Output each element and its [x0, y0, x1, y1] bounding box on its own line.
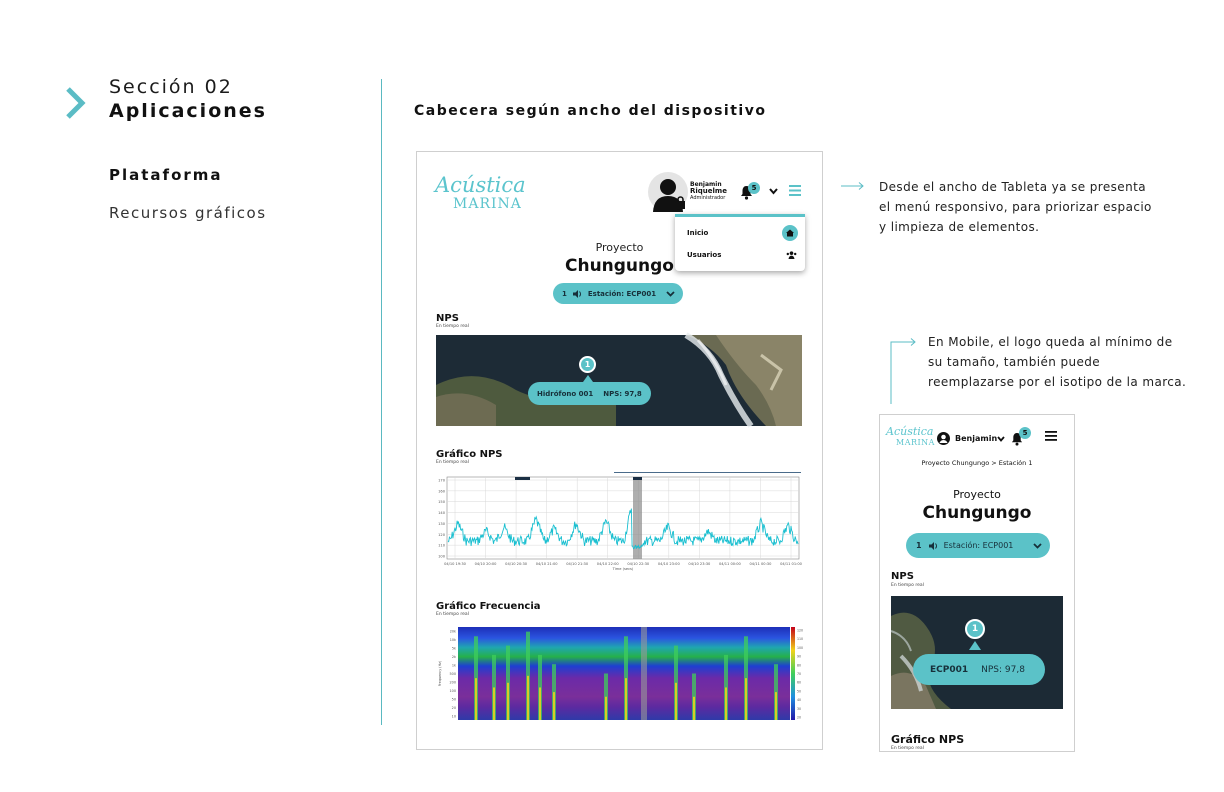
- spectrogram-burst-core: [493, 687, 495, 720]
- spectrogram-burst-core: [539, 687, 541, 720]
- nps-value: NPS: 97,8: [981, 664, 1025, 675]
- spectrogram: [436, 623, 802, 725]
- y-tick-label: 150: [438, 500, 445, 505]
- x-axis-label: Time (secs): [612, 567, 634, 571]
- colorbar-tick-label: 30: [797, 706, 802, 711]
- nps-line-chart: [436, 473, 802, 573]
- map-pin[interactable]: 1: [965, 619, 985, 639]
- project-name: Chungungo: [564, 256, 674, 276]
- x-tick-label: 04/11 00:00: [718, 562, 741, 566]
- x-tick-label: 04/10 23:30: [688, 562, 711, 566]
- nps-chart-title: Gráfico NPS: [891, 733, 965, 746]
- mobile-mockup: [879, 414, 1075, 752]
- x-tick-label: 04/11 00:30: [749, 562, 772, 566]
- y-tick-label: 20: [451, 706, 456, 710]
- menu-item-label: Usuarios: [687, 251, 722, 259]
- mobile-note: En Mobile, el logo queda al mínimo de su tamaño, también puede reemplazarse por el isotipo de la marca.: [928, 335, 1187, 389]
- spectrogram-burst-core: [775, 692, 777, 720]
- station-name: ECP001: [930, 664, 969, 675]
- spectrogram-burst-core: [675, 683, 677, 720]
- chevron-down-icon[interactable]: [997, 436, 1005, 442]
- x-tick-label: 04/10 20:00: [474, 562, 497, 566]
- section-divider: [381, 79, 382, 725]
- station-label: Estación: ECP001: [943, 541, 1014, 550]
- spectrogram-burst-core: [605, 697, 607, 720]
- y-tick-label: 1k: [451, 663, 456, 668]
- tablet-mockup: [416, 151, 823, 750]
- menu-item-label: Inicio: [687, 229, 709, 237]
- project-name: Chungungo: [922, 503, 1032, 523]
- speaker-icon: [573, 290, 583, 298]
- station-count: 1: [562, 289, 567, 298]
- highlight-band: [641, 627, 647, 720]
- arrow-corner-icon: [889, 336, 917, 406]
- nps-chart-subtitle: En tiempo real: [891, 746, 924, 751]
- pin-pointer: [969, 641, 981, 650]
- project-label: Proyecto: [953, 488, 1001, 501]
- y-tick-label: 160: [438, 489, 445, 494]
- x-tick-label: 04/10 21:00: [535, 562, 558, 566]
- section-title: Aplicaciones: [109, 100, 267, 122]
- nps-subtitle: En tiempo real: [436, 324, 469, 329]
- x-tick-label: 04/11 01:00: [780, 562, 802, 566]
- pin-pointer: [583, 375, 593, 382]
- hydrophone-tooltip[interactable]: [528, 382, 651, 405]
- station-selector[interactable]: [906, 533, 1050, 558]
- freq-chart-title: Gráfico Frecuencia: [436, 601, 541, 612]
- station-tooltip[interactable]: [913, 654, 1045, 685]
- x-tick-label: 04/10 22:30: [627, 562, 650, 566]
- colorbar-tick-label: 40: [797, 698, 802, 703]
- spectrogram-burst-core: [475, 678, 477, 720]
- y-tick-label: 10: [451, 714, 456, 719]
- hydrophone-name: Hidrófono 001: [537, 389, 594, 398]
- brand-logo[interactable]: Acústica MARINA: [886, 425, 935, 447]
- x-tick-label: 04/10 21:30: [566, 562, 589, 566]
- colorbar-tick-label: 50: [797, 689, 802, 694]
- range-marker: [515, 477, 530, 480]
- hamburger-menu-icon[interactable]: [789, 185, 801, 196]
- chevron-right-icon: [64, 86, 88, 120]
- y-tick-label: 20k: [449, 629, 456, 634]
- user-info: [690, 181, 727, 202]
- nps-chart-title: Gráfico NPS: [436, 449, 503, 460]
- nps-subtitle: En tiempo real: [891, 583, 924, 588]
- chevron-down-icon: [666, 291, 675, 297]
- nps-value: NPS: 97,8: [603, 389, 642, 398]
- colorbar-tick-label: 70: [797, 672, 802, 676]
- user-name[interactable]: Benjamin: [955, 434, 998, 443]
- colorbar-tick-label: 90: [797, 654, 802, 659]
- brand-logo[interactable]: Acústica MARINA: [435, 173, 526, 212]
- nps-title: NPS: [891, 571, 914, 582]
- chevron-down-icon: [1033, 543, 1042, 549]
- breadcrumb[interactable]: Proyecto Chungungo > Estación 1: [921, 459, 1033, 467]
- colorbar-tick-label: 100: [797, 645, 804, 650]
- user-circle-icon[interactable]: [937, 432, 950, 445]
- x-tick-label: 04/10 23:00: [657, 562, 680, 566]
- user-first-name: Benjamin: [690, 181, 722, 188]
- spectrogram-burst-core: [725, 687, 727, 720]
- x-tick-label: 04/10 22:00: [596, 562, 619, 566]
- y-tick-label: 100: [438, 554, 445, 559]
- home-icon: [782, 225, 798, 241]
- plot-area: [447, 477, 799, 559]
- notification-badge: 5: [748, 182, 760, 194]
- range-marker: [633, 477, 642, 480]
- chevron-down-icon[interactable]: [769, 188, 778, 195]
- map-pin[interactable]: 1: [579, 356, 596, 373]
- lock-icon: [675, 196, 686, 209]
- freq-chart-subtitle: En tiempo real: [436, 612, 469, 617]
- user-last-name: Riquelme: [690, 187, 727, 195]
- satellite-map[interactable]: [891, 596, 1063, 709]
- satellite-map[interactable]: [436, 335, 802, 426]
- y-tick-label: 130: [438, 521, 445, 526]
- y-tick-label: 100: [449, 689, 456, 693]
- y-tick-label: 110: [438, 543, 445, 548]
- spectrogram-burst-core: [625, 678, 627, 720]
- project-label: Proyecto: [595, 241, 644, 254]
- speaker-icon: [929, 542, 939, 550]
- spectrogram-burst-core: [745, 678, 747, 720]
- y-tick-label: 140: [438, 511, 445, 516]
- y-axis-label: Frequency (Hz): [438, 660, 442, 687]
- notification-badge: 5: [1019, 427, 1031, 439]
- user-role: Administrador: [690, 195, 726, 201]
- nps-title: NPS: [436, 313, 459, 324]
- sidebar-item-plataforma[interactable]: Plataforma: [109, 166, 223, 184]
- spectrogram-burst-core: [553, 692, 555, 720]
- x-tick-label: 04/10 20:30: [505, 562, 528, 566]
- menu-item-inicio[interactable]: [675, 223, 805, 243]
- colorbar-tick-label: 20: [797, 715, 802, 720]
- colorbar: [791, 627, 795, 720]
- y-tick-label: 200: [449, 680, 456, 685]
- colorbar-tick-label: 110: [797, 637, 804, 642]
- arrow-right-icon: [841, 181, 865, 191]
- station-count: 1: [916, 541, 922, 550]
- station-selector[interactable]: [553, 283, 683, 304]
- x-tick-label: 04/10 19:30: [444, 562, 466, 566]
- spectrogram-burst-core: [693, 697, 695, 720]
- colorbar-tick-label: 120: [797, 628, 804, 633]
- section-number: Sección 02: [109, 76, 233, 98]
- nps-chart-subtitle: En tiempo real: [436, 460, 469, 465]
- y-tick-label: 50: [451, 697, 456, 702]
- y-tick-label: 170: [438, 478, 445, 483]
- y-tick-label: 120: [438, 532, 445, 537]
- colorbar-tick-label: 60: [797, 680, 802, 685]
- y-tick-label: 10k: [449, 638, 456, 642]
- y-tick-label: 500: [449, 672, 456, 676]
- page-heading: Cabecera según ancho del dispositivo: [414, 103, 767, 119]
- y-tick-label: 2k: [451, 655, 456, 659]
- spectrogram-burst-core: [527, 676, 529, 720]
- sidebar-item-recursos-graficos[interactable]: Recursos gráficos: [109, 204, 267, 222]
- station-label: Estación: ECP001: [587, 289, 657, 298]
- hamburger-menu-icon[interactable]: [1045, 431, 1057, 441]
- y-tick-label: 5k: [451, 646, 456, 651]
- spectrogram-burst-core: [507, 683, 509, 720]
- colorbar-tick-label: 80: [797, 663, 802, 668]
- tablet-note: Desde el ancho de Tableta ya se presenta el menú responsivo, para priorizar espacio y limpieza de elementos.: [879, 180, 1152, 234]
